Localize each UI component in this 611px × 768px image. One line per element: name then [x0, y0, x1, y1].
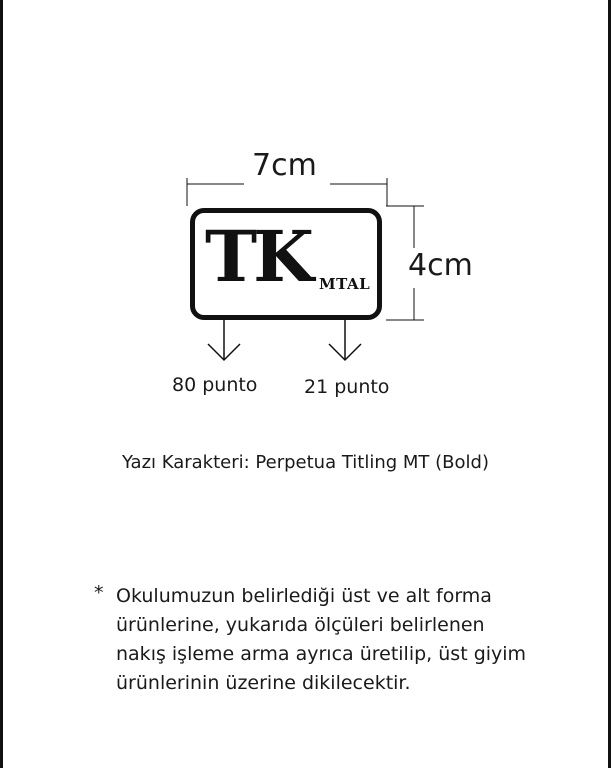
- font-info-text: Yazı Karakteri: Perpetua Titling MT (Bold): [122, 452, 489, 473]
- note-line-4: ürünlerinin üzerine dikilecektir.: [116, 672, 411, 694]
- note-line-2: ürünlerine, yukarıda ölçüleri belirlenen: [116, 614, 485, 636]
- note-lines: [116, 582, 526, 698]
- height-dimension-label: 4cm: [408, 248, 473, 283]
- note-asterisk: *: [94, 582, 104, 604]
- logo-main-text: TK: [205, 215, 310, 298]
- note-line-1: Okulumuzun belirlediği üst ve alt forma: [116, 585, 492, 607]
- main-text-size-label: 80 punto: [172, 374, 258, 396]
- sub-text-size-label: 21 punto: [304, 376, 390, 398]
- logo-badge: [190, 208, 382, 320]
- logo-sub-text: MTAL: [319, 275, 371, 293]
- width-dimension-label: 7cm: [252, 148, 317, 183]
- note-line-3: nakış işleme arma ayrıca üretilip, üst giyim: [116, 643, 527, 665]
